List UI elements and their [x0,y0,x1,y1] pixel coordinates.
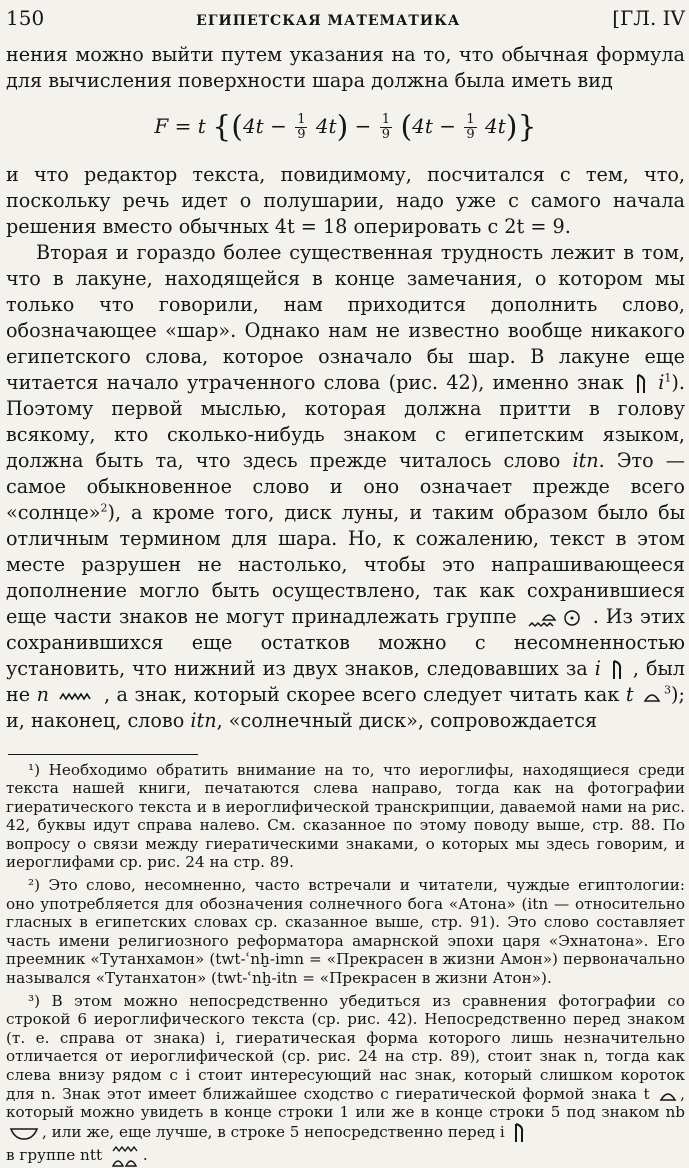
water-double-bread-hieroglyph-icon [110,1144,140,1168]
bread-hieroglyph-icon [643,689,661,703]
main-text [6,42,685,734]
page-header [6,6,685,36]
page-number: 150 [6,6,45,30]
footnotes [6,761,685,1168]
footnote-1: ¹) Необходимо обратить внимание на то, что иероглифы, находящиеся среди текста нашей книги, печатаются слева направо, тогда как на фотографии гиератического текста и в иероглифической транскрипции, даваемой нами на рис. 42, буквы идут справа налево. См. сказанное по этому поводу выше, стр. 88. По вопросу о связи между гиератическими знаками, о которых мы здесь говорим, и иероглифами ср. рис. 24 на стр. 89. [6,760,685,872]
running-title: ЕГИПЕТСКАЯ МАТЕМАТИКА [196,13,461,29]
paragraph-1a: нения можно выйти путем указания на то, что обычная формула для вычисления поверхности шара должна была иметь вид [6,43,685,92]
formula-lhs: F = t [154,114,206,138]
water-hieroglyph-icon [58,690,94,702]
reed-hieroglyph-icon [611,659,623,681]
formula: F = t {(4t − $\frac{1}{9}$ 4t) − $\frac{1}{9}$ (4t − $\frac{1}{9}$ 4t)} [154,109,537,145]
footnote-2: ²) Это слово, несомненно, часто встречали и читатели, чуждые египтологии: оно употребляется для обозначения солнечного бога «Атона» (itn — относительно гласных в египетских словах ср. сказанное выше, стр. 91). Это слово составляет часть имени религиозного реформатора амарнской эпохи царя «Эхнатона». Его преемник «Тутанхамон» (twt-ʿnḫ-imn = «Прекрасен в жизни Амон») первоначально назывался «Тутанхатон» (twt-ʿnḫ-itn = «Прекрасен в жизни Атон»). [6,876,685,988]
chapter-label: [ГЛ. IV [612,6,685,30]
fraction: $\frac{1}{9}$ [466,112,475,142]
fraction: $\frac{1}{9}$ [297,112,306,142]
footnote-rule [8,754,198,755]
bread-hieroglyph-icon [659,1088,677,1102]
fraction: $\frac{1}{9}$ [381,112,391,142]
reed-hieroglyph-icon [635,373,647,395]
footnote-3: ³) В этом можно непосредственно убедиться из сравнения фотографии со строкой 6 иероглифического текста (ср. рис. 42). Непосредственно перед знаком (т. е. справа от знака) i, гиератическая форма которого лишь незначительно отличается от иероглифической (ср. рис. 24 на стр. 89), стоит знак n, тогда как слева внизу рядом с i стоит интересующий нас знак, который слишком короток для n. Знак этот имеет ближайшее сходство с гиератической формой знака t , который можно увидеть в конце строки 1 или же в конце строки 5 под знаком nb , или же, еще лучше, в строке 5 непосредственно перед i в группе ntt . [6,992,685,1168]
paragraph-2: Вторая и гораздо более существенная трудность лежит в том, что в лакуне, находящейся в конце замечания, о котором мы только что говорили, нам приходится дополнить слово, обозначающее «шар». Однако нам не известно вообще никакого египетского слова, которое означало бы шар. В лакуне еще читается начало утраченного слова (рис. 42), именно знак $i^1$). Поэтому первой мыслью, которая должна притти в голову всякому, кто сколько-нибудь знаком с египетским языком, должна быть та, что здесь прежде читалось слово itn. Это — самое обыкновенное слово и оно означает прежде всего «солнце»$^2$), а кроме того, диск луны, и таким образом было бы отличным термином для шара. Но, к сожалению, текст в этом месте разрушен не настолько, чтобы это напрашивающееся дополнение могло быть осуществлено, так как сохранившиеся еще части знаков не могут принадлежать группе . Из этих сохранившихся еще остатков можно с несомненностью установить, что нижний из двух знаков, следовавших за i , был не n , а знак, который скорее всего следует читать как t $^3$); и, наконец, слово itn, «солнечный диск», сопровождается [6,240,685,732]
paragraph-1b: и что редактор текста, повидимому, посчитался с тем, что, поскольку речь идет о полушарии, надо уже с самого начала решения вместо обычных 4t = 18 оперировать с 2t = 9. [6,162,685,238]
basket-hieroglyph-icon [9,1126,39,1140]
reed-hieroglyph-icon [513,1122,525,1144]
water-bread-sun-hieroglyph-icon [527,606,583,630]
